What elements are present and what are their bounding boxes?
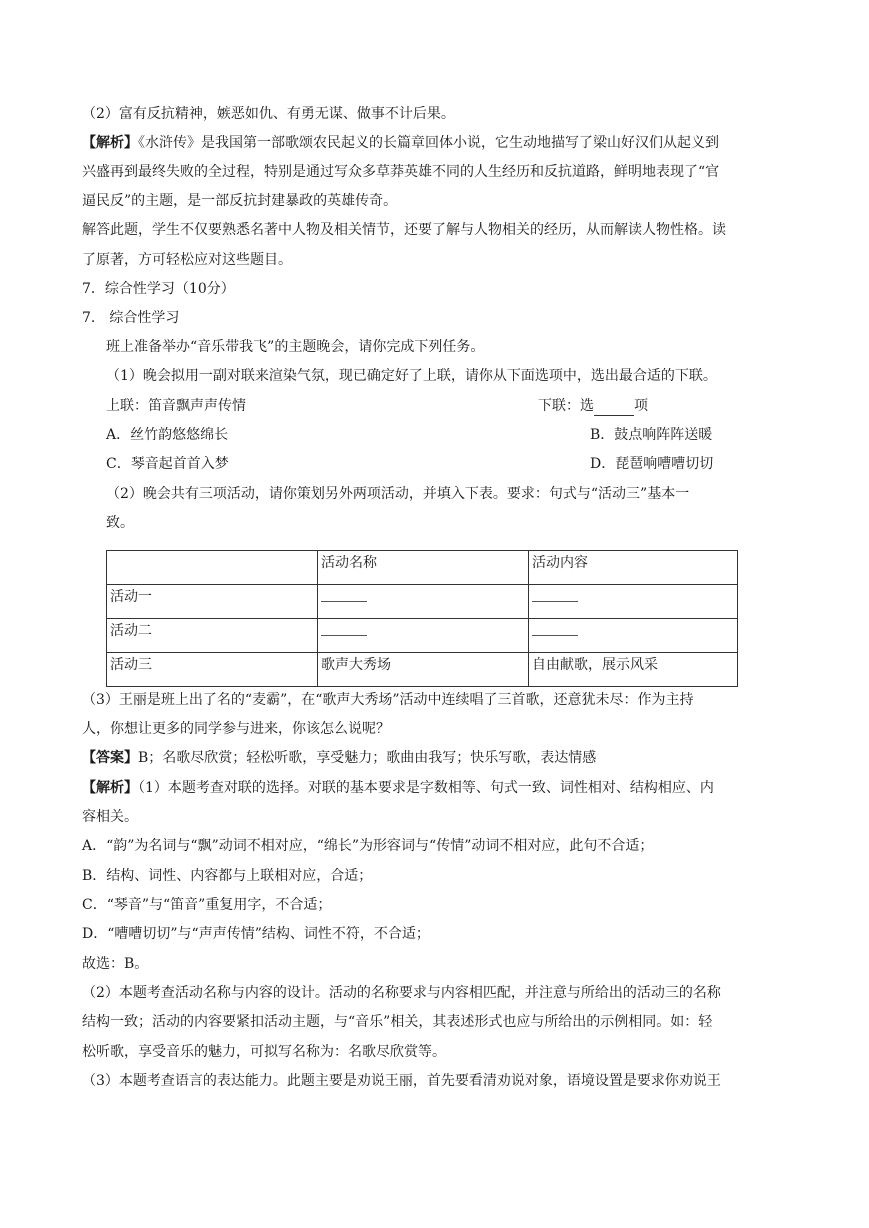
answer-blank xyxy=(321,589,367,602)
upper-couplet: 上联：笛音飘声声传情 xyxy=(106,398,246,414)
table-cell: 活动二 xyxy=(107,619,318,653)
analysis-option-b: B．结构、词性、内容都与上联相对应，合适； xyxy=(82,868,373,884)
analysis-line: 容相关。 xyxy=(82,809,138,825)
analysis-option-a: A．“韵”为名词与“飘”动词不相对应，“绵长”为形容词与“传情”动词不相对应，此句不合适； xyxy=(82,838,654,854)
table-row xyxy=(107,653,738,687)
answer-blank xyxy=(321,623,367,636)
table-cell: 活动三 xyxy=(107,653,318,687)
table-header-row xyxy=(107,551,738,585)
task-2: （2）晚会共有三项活动，请你策划另外两项活动，并填入下表。要求：句式与“活动三”基本一 xyxy=(106,486,690,502)
analysis-paragraph-2: 【解析】（1）本题考查对联的选择。对联的基本要求是字数相等、句式一致、词性相对、结构相应、内 xyxy=(82,780,714,796)
task-2-cont: 致。 xyxy=(106,515,134,531)
analysis-line: 兴盛再到最终失败的全过程，特别是通过写众多草莽英雄不同的人生经历和反抗道路，鲜明地表现了“官 xyxy=(82,164,720,180)
analysis-tag: 【解析】 xyxy=(82,135,138,151)
table-cell-blank xyxy=(318,585,529,619)
table-cell: 自由献歌，展示风采 xyxy=(529,653,738,687)
task-3: （3）王丽是班上出了名的“麦霸”，在“歌声大秀场”活动中连续唱了三首歌，还意犹未尽：作为主持 xyxy=(82,692,694,708)
answer-blank xyxy=(594,401,634,416)
analysis-line: （3）本题考查语言的表达能力。此题主要是劝说王丽，首先要看清劝说对象，语境设置是要求你劝说王 xyxy=(82,1073,721,1089)
table-cell-blank xyxy=(318,619,529,653)
analysis-line: 结构一致；活动的内容要紧扣活动主题，与“音乐”相关，其表述形式也应与所给出的示例相同。如：轻 xyxy=(82,1014,713,1030)
answer-line-2: （2）富有反抗精神，嫉恶如仇、有勇无谋、做事不计后果。 xyxy=(82,106,455,122)
analysis-option-c: C．“琴音”与“笛音”重复用字，不合适； xyxy=(82,897,332,913)
analysis-line: 松听歌，享受音乐的魅力，可拟写名称为：名歌尽欣赏等。 xyxy=(82,1044,446,1060)
analysis-paragraph-1: 【解析】《水浒传》是我国第一部歌颂农民起义的长篇章回体小说，它生动地描写了梁山好汉们从起义到 xyxy=(82,135,719,151)
analysis-conclusion: 故选：B。 xyxy=(82,956,149,972)
table-row xyxy=(107,619,738,653)
table-header-cell: 活动名称 xyxy=(318,551,529,585)
question-heading: 7．综合性学习（10分） xyxy=(82,281,235,297)
table-cell-blank xyxy=(529,619,738,653)
analysis-line: 逼民反”的主题，是一部反抗封建暴政的英雄传奇。 xyxy=(82,193,398,209)
analysis-line: 解答此题，学生不仅要熟悉名著中人物及相关情节，还要了解与人物相关的经历，从而解读人物性格。读 xyxy=(82,222,726,238)
analysis-tag: 【解析】 xyxy=(82,780,138,796)
answer-blank xyxy=(532,623,578,636)
task-3-cont: 人，你想让更多的同学参与进来，你该怎么说呢？ xyxy=(82,721,390,737)
option-d: D．琵琶响嘈嘈切切 xyxy=(590,456,714,472)
activity-table xyxy=(106,550,738,687)
table-cell-blank xyxy=(529,585,738,619)
analysis-line: 了原著，方可轻松应对这些题目。 xyxy=(82,252,292,268)
option-c: C．琴音起首首入梦 xyxy=(106,456,229,472)
question-intro: 班上准备举办“音乐带我飞”的主题晚会，请你完成下列任务。 xyxy=(106,339,485,355)
table-header-cell: 活动内容 xyxy=(529,551,738,585)
answer-blank xyxy=(532,589,578,602)
answer-tag: 【答案】 xyxy=(82,750,138,766)
analysis-line: （2）本题考查活动名称与内容的设计。活动的名称要求与内容相匹配，并注意与所给出的活动三的名称 xyxy=(82,985,721,1001)
table-header-cell xyxy=(107,551,318,585)
analysis-option-d: D．“嘈嘈切切”与“声声传情”结构、词性不符，不合适； xyxy=(82,926,430,942)
lower-couplet-prompt: 下联：选 项 xyxy=(538,398,648,414)
option-a: A．丝竹韵悠悠绵长 xyxy=(106,427,229,443)
table-row xyxy=(107,585,738,619)
option-b: B．鼓点响阵阵送暖 xyxy=(590,427,713,443)
task-1: （1）晚会拟用一副对联来渲染气氛，现已确定好了上联，请你从下面选项中，选出最合适的下联。 xyxy=(106,368,717,384)
answer-line: 【答案】B；名歌尽欣赏；轻松听歌，享受魅力；歌曲由我写；快乐写歌，表达情感 xyxy=(82,750,597,766)
question-subheading: 7. 综合性学习 xyxy=(82,310,180,326)
table-cell: 歌声大秀场 xyxy=(318,653,529,687)
table-cell: 活动一 xyxy=(107,585,318,619)
